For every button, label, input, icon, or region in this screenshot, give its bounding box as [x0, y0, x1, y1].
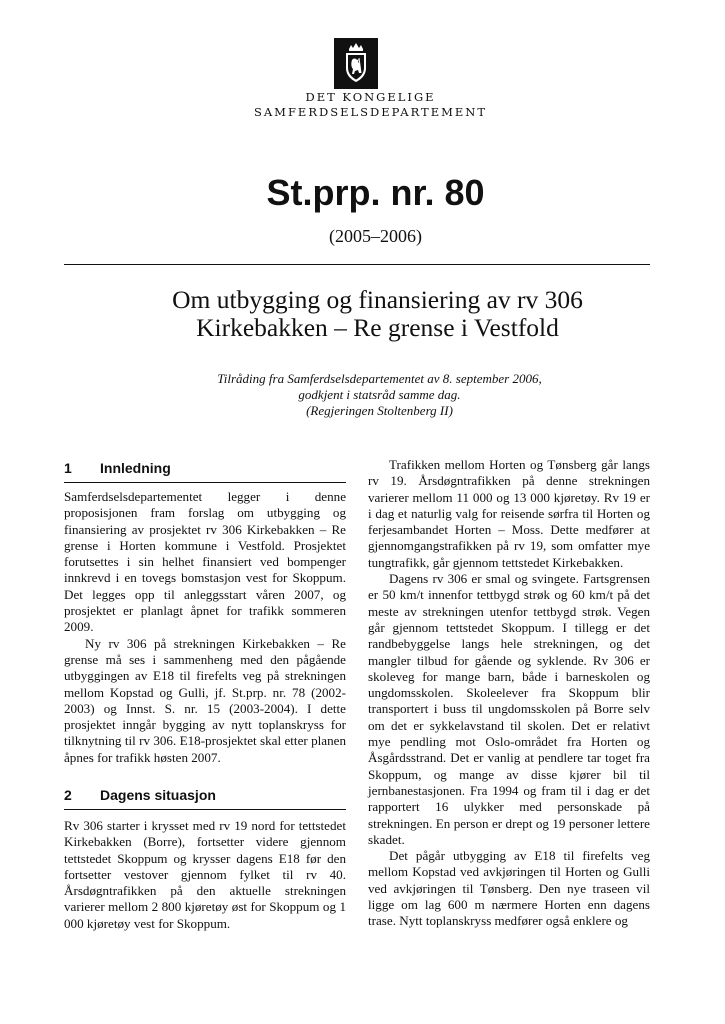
session-years: (2005–2006)	[329, 226, 422, 246]
document-title	[0, 286, 725, 342]
paragraph: Det pågår utbygging av E18 til firefelts veg mellom Kopstad ved avkjøringen til Horten og Gulli ved avkjøringen til Tønsberg. Den nye traseen vil ligge om lag 600 m nærmere Horten enn dagens trase. Nytt toplanskryss medfører også enklere og	[368, 848, 650, 929]
right-column	[368, 457, 650, 930]
paragraph: Rv 306 starter i krysset med rv 19 nord for tettstedet Kirkebakken (Borre), fortsetter videre gjennom tettstedet Skoppum og krysser dagens E18 før den fortsetter vestover gjennom fylket til rv 40. Årsdøgntrafikken på den aktuelle strekningen varierer mellom 2 800 kjøretøy øst for Skoppum og 1 000 kjøretøy vest for Skoppum.	[64, 818, 346, 931]
document-title-line1: Om utbygging og finansiering av rv 306	[172, 285, 583, 314]
section-body-1	[64, 489, 346, 766]
royal-coat-of-arms-icon	[334, 38, 378, 89]
paragraph: Trafikken mellom Horten og Tønsberg går langs rv 19. Årsdøgntrafikken på denne strekningen varierer mellom 11 000 og 13 000 kjøretøy. Rv 19 er i dag et naturlig valg for reisende sørfra til Horten og ferjesambandet Horten – Moss. Dette medfører at gjennomgangstrafikken på rv 19, som omfatter mye tungtrafikk, går gjennom tettstedet Kirkebakken.	[368, 457, 650, 570]
section-title: Dagens situasjon	[100, 787, 216, 803]
proposition-number: St.prp. nr. 80	[266, 172, 485, 213]
paragraph: Dagens rv 306 er smal og svingete. Fartsgrensen er 50 km/t innenfor tettbygd strøk og 60 km/t på det meste av strekningen utenfor tettbygd strøk. Vegen går gjennom tettstedet Skoppum. I tillegg er det randbebyggelse langs hele strekningen, og det mangler tilbud for gående og syklende. Rv 306 er skoleveg for mange barn, både i barneskolen og ungdomsskolen. Skoleelever fra Skoppum blir transportert i buss til ungdomsskolen på Borre selv om det er sykkelavstand til skolen. Det er relativt mye pendling mot Oslo-området fra Horten og Åsgårdsstrand. Det er vanlig at pendlere tar toget fra Skoppum, og mange av disse kjører bil til jernbanestasjonen. Fra 1994 og fram til i dag er det rapportert 16 ulykker med personskade på strekningen. En person er drept og 19 personer lettere skadet.	[368, 571, 650, 847]
recommendation-note	[0, 371, 725, 419]
department-name-line1: DET KONGELIGE	[305, 90, 436, 104]
recommendation-line3: (Regjeringen Stoltenberg II)	[306, 403, 453, 418]
recommendation-line2: godkjent i statsråd samme dag.	[298, 387, 461, 402]
department-name-line2: SAMFERDSELSDEPARTEMENT	[253, 105, 488, 119]
section-number: 2	[64, 787, 72, 803]
title-divider	[64, 264, 650, 265]
document-title-line2: Kirkebakken – Re grense i Vestfold	[196, 313, 559, 342]
section-number: 1	[64, 460, 72, 476]
recommendation-line1: Tilråding fra Samferdselsdepartementet av 8. september 2006,	[217, 371, 542, 386]
section-heading-1	[64, 460, 346, 483]
paragraph: Samferdselsdepartementet legger i denne proposisjonen fram forslag om utbygging og finansiering av prosjektet rv 306 Kirkebakken – Re grense i Horten kommune i Vestfold. Prosjektet forutsettes i sin helhet finansiert ved bompenger innkrevd i en tovegs bomstasjon vest for Skoppum. Det legges opp til anleggsstart våren 2007, og prosjektet er planlagt åpnet for trafikk sommeren 2009.	[64, 489, 346, 635]
section-body-2	[64, 818, 346, 932]
paragraph: Ny rv 306 på strekningen Kirkebakken – Re grense må ses i sammenheng med den pågående utbyggingen av E18 til firefelts veg på strekningen mellom Kopstad og Gulli, jf. St.prp. nr. 78 (2002-2003) og Innst. S. nr. 15 (2003-2004). I dette prosjektet inngår bygging av nytt toplanskryss for tilknytning til rv 306. E18-prosjektet skal etter planen åpnes for trafikk høsten 2007.	[64, 635, 346, 765]
section-heading-2	[64, 787, 346, 810]
section-title: Innledning	[100, 460, 171, 476]
